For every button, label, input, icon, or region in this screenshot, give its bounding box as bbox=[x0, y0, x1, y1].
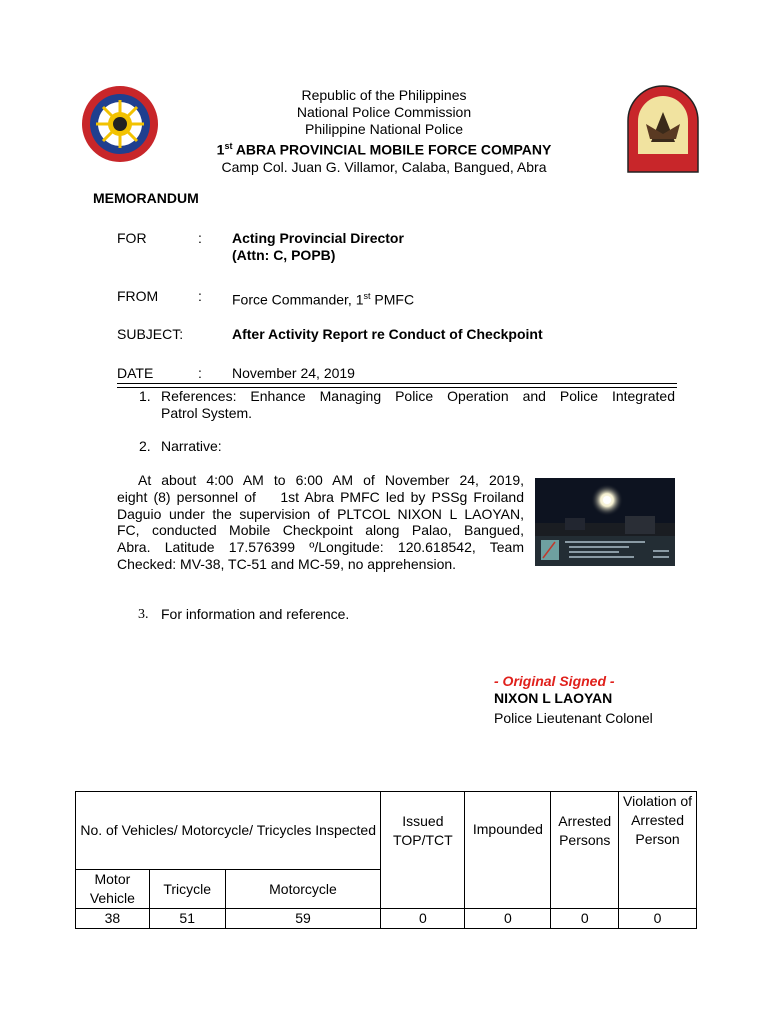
subject-label: SUBJECT: bbox=[117, 326, 184, 342]
narrative-line: FC, conducted Mobile Checkpoint along Palao, Bangued, bbox=[117, 522, 524, 538]
narrative-line: eight (8) personnel of 1st Abra PMFC led by PSSg Froiland bbox=[117, 489, 524, 505]
item2-number: 2. bbox=[139, 438, 151, 454]
table-header-row bbox=[76, 792, 697, 870]
date-label: DATE bbox=[117, 365, 154, 381]
value-issued: 0 bbox=[381, 909, 465, 929]
item1-number: 1. bbox=[139, 388, 151, 404]
header-tricycle: Tricycle bbox=[149, 870, 225, 909]
header-inspected: No. of Vehicles/ Motorcycle/ Tricycles Inspected bbox=[76, 792, 381, 870]
table-row bbox=[76, 909, 697, 929]
checkpoint-stats-table bbox=[75, 791, 697, 929]
header-issued: Issued TOP/TCT bbox=[381, 792, 465, 909]
header-motor-vehicle: Motor Vehicle bbox=[76, 870, 150, 909]
item1-line1: References: Enhance Managing Police Operation and Police Integrated bbox=[161, 388, 675, 404]
header-impounded: Impounded bbox=[465, 792, 551, 909]
from-colon: : bbox=[198, 288, 202, 304]
original-signed-mark: - Original Signed - bbox=[494, 673, 615, 689]
for-value: Acting Provincial Director (Attn: C, POPB) bbox=[232, 230, 404, 263]
header-motorcycle: Motorcycle bbox=[225, 870, 381, 909]
letterhead bbox=[0, 87, 768, 176]
checkpoint-photo bbox=[535, 478, 675, 566]
memo-title: MEMORANDUM bbox=[93, 190, 199, 206]
item1-line2: Patrol System. bbox=[161, 405, 253, 421]
header-republic: Republic of the Philippines bbox=[301, 87, 467, 103]
header-napolcom: National Police Commission bbox=[296, 104, 472, 120]
header-unit: 1st ABRA PROVINCIAL MOBILE FORCE COMPANY bbox=[216, 141, 552, 158]
header-violation: Violation of Arrested Person bbox=[619, 792, 697, 909]
item2-text: Narrative: bbox=[161, 438, 222, 454]
value-tricycle: 51 bbox=[149, 909, 225, 929]
subject-value: After Activity Report re Conduct of Checkpoint bbox=[232, 326, 543, 342]
item3-text: For information and reference. bbox=[161, 606, 350, 622]
signatory-name: NIXON L LAOYAN bbox=[494, 690, 613, 706]
narrative-line: Abra. Latitude 17.576399 º/Longitude: 120.618542, Team bbox=[117, 539, 524, 555]
header-address: Camp Col. Juan G. Villamor, Calaba, Bangued, Abra bbox=[221, 158, 547, 175]
from-label: FROM bbox=[117, 288, 159, 304]
header-divider-top bbox=[117, 383, 677, 384]
for-label: FOR bbox=[117, 230, 147, 246]
signatory-rank: Police Lieutenant Colonel bbox=[494, 710, 653, 726]
narrative-line: Daguio under the supervision of PLTCOL NIXON L LAOYAN, bbox=[117, 506, 524, 522]
narrative-line: At about 4:00 AM to 6:00 AM of November 24, 2019, bbox=[138, 472, 524, 488]
from-value: Force Commander, 1st PMFC bbox=[232, 291, 415, 308]
value-motorcycle: 59 bbox=[225, 909, 381, 929]
date-value: November 24, 2019 bbox=[232, 365, 355, 381]
item3-number: 3. bbox=[138, 607, 149, 622]
value-violation: 0 bbox=[619, 909, 697, 929]
value-impounded: 0 bbox=[465, 909, 551, 929]
value-motor-vehicle: 38 bbox=[76, 909, 150, 929]
date-colon: : bbox=[198, 365, 202, 381]
narrative-line: Checked: MV-38, TC-51 and MC-59, no apprehension. bbox=[117, 556, 457, 572]
header-pnp: Philippine National Police bbox=[305, 121, 463, 137]
header-arrested: Arrested Persons bbox=[551, 792, 619, 909]
for-colon: : bbox=[198, 230, 202, 246]
value-arrested: 0 bbox=[551, 909, 619, 929]
